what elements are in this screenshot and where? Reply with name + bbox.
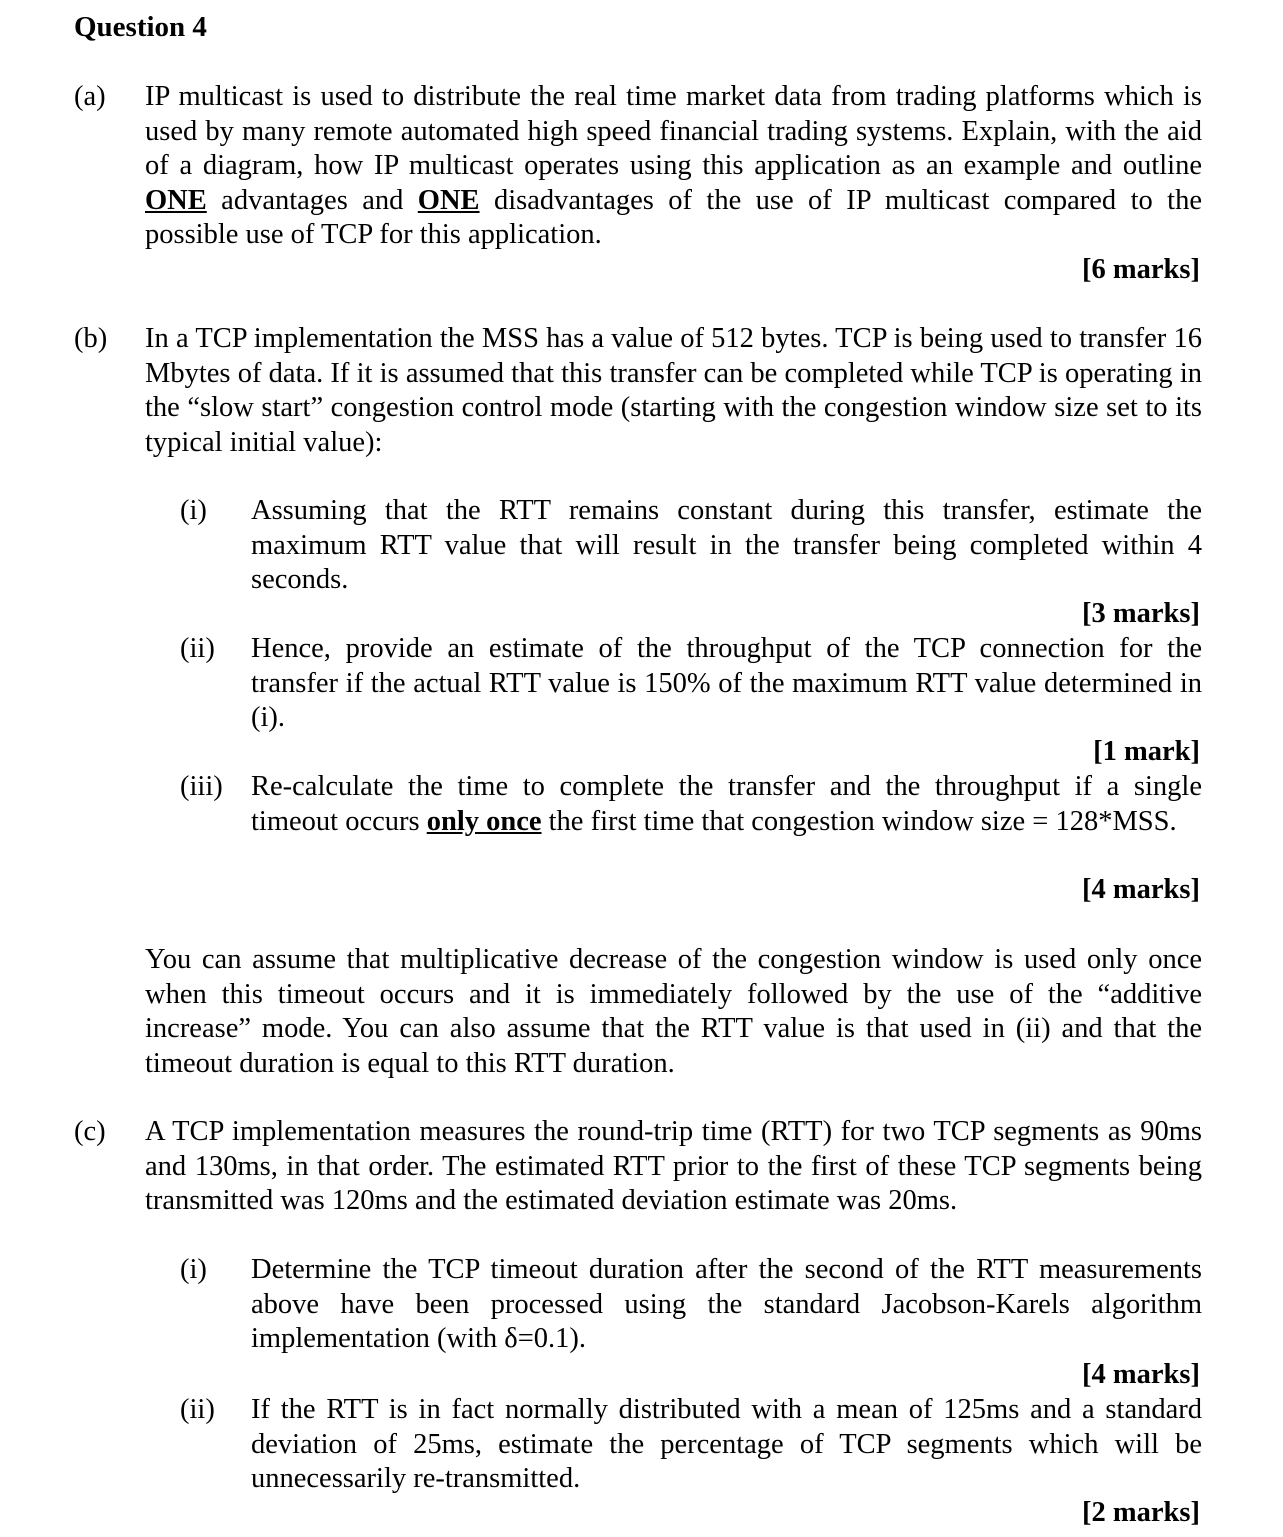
part-a-text-3: disadvantages of the use of IP multicast compared to the possible use of TCP for this application. (145, 184, 1202, 250)
part-c-text: A TCP implementation measures the round-trip time (RTT) for two TCP segments as 90ms and 130ms, in that order. The estimated RTT prior to the first of these TCP segments being transmitted was 120ms and the estimated deviation estimate was 20ms. (145, 1116, 1202, 1216)
part-c-i-marks: [4 marks] (1082, 1359, 1200, 1390)
part-a-label: (a) (74, 81, 106, 112)
part-a-text (145, 80, 1202, 253)
part-a-emph-2: ONE (417, 184, 480, 216)
part-c-label: (c) (74, 1116, 106, 1147)
part-b-iii-label: (iii) (180, 771, 223, 802)
part-c-i-label: (i) (180, 1254, 207, 1285)
part-b-ii-marks: [1 mark] (1093, 736, 1200, 767)
part-b-iii-marks: [4 marks] (1082, 874, 1200, 905)
part-b-iii-text-2: the first time that congestion window size = 128*MSS. (541, 805, 1177, 837)
part-b-i-marks: [3 marks] (1082, 598, 1200, 629)
part-b-label: (b) (74, 323, 108, 354)
part-c-i-text: Determine the TCP timeout duration after the second of the RTT measurements above have been processed using the standard Jacobson-Karels algorithm implementation (with δ=0.1). (251, 1254, 1202, 1354)
part-b-ii-label: (ii) (180, 633, 215, 664)
part-b-iii-text-1: Re-calculate the time to complete the transfer and the throughput if a single timeout occurs (251, 771, 1202, 837)
part-a-text-2: advantages and (206, 184, 418, 216)
part-c-ii-marks: [2 marks] (1082, 1497, 1200, 1528)
part-b-i-label: (i) (180, 495, 207, 526)
part-c-ii-text: If the RTT is in fact normally distributed with a mean of 125ms and a standard deviation of 25ms, estimate the percentage of TCP segments which will be unnecessarily re-transmitted. (251, 1394, 1202, 1494)
part-b-i-text: Assuming that the RTT remains constant during this transfer, estimate the maximum RTT value that will result in the transfer being completed within 4 seconds. (251, 495, 1202, 595)
part-b-text: In a TCP implementation the MSS has a value of 512 bytes. TCP is being used to transfer 16 Mbytes of data. If it is assumed that this transfer can be completed while TCP is operating in the “slow start” congestion control mode (starting with the congestion window size set to its typical initial value): (145, 323, 1202, 458)
part-b-iii-text (251, 770, 1202, 839)
part-a-emph-1: ONE (145, 184, 207, 216)
question-title: Question 4 (74, 11, 207, 43)
part-b-note: You can assume that multiplicative decrease of the congestion window is used only once when this timeout occurs and it is immediately followed by the use of the “additive increase” mode. You can also assume that the RTT value is that used in (ii) and that the timeout duration is equal to this RTT duration. (145, 944, 1202, 1079)
part-c-ii-label: (ii) (180, 1394, 215, 1425)
part-b-iii-emph: only once (426, 805, 542, 837)
part-a-text-1: IP multicast is used to distribute the real time market data from trading platforms which is used by many remote automated high speed financial trading systems. Explain, with the aid of a diagram, how IP multicast operates using this application as an example and outline (145, 81, 1202, 181)
part-a-marks: [6 marks] (1082, 254, 1200, 285)
part-b-ii-text: Hence, provide an estimate of the throughput of the TCP connection for the transfer if the actual RTT value is 150% of the maximum RTT value determined in (i). (251, 633, 1202, 733)
